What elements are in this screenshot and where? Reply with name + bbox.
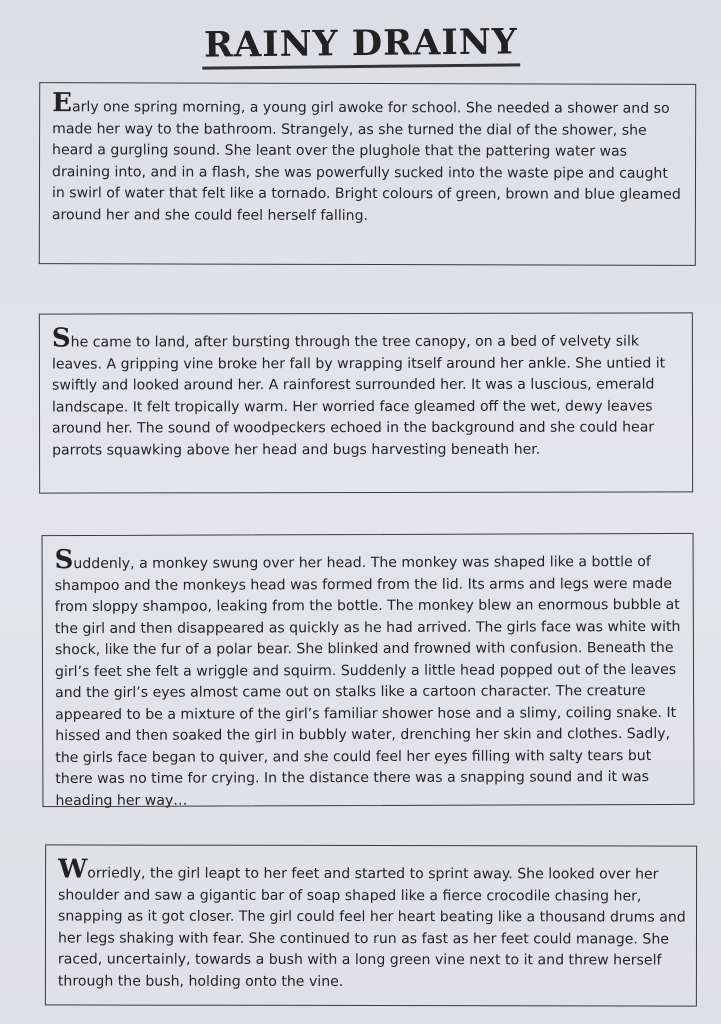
paragraph-text-4: orriedly, the girl leapt to her feet and started to sprint away. She looked over her shoulder and saw a gigantic bar of soap shaped like a fierce crocodile chasing her, snapping as it got closer. The girl could feel her heart beating like a thousand drums and her legs shaking with fear. She continued to run as fast as her feet could manage. She raced, uncertainly, towards a bush with a long green vine next to it and threw herself through the bush, holding onto the vine. [57, 865, 686, 990]
story-paragraph-1 [51, 88, 685, 228]
paragraph-text-1: arly one spring morning, a young girl awoke for school. She needed a shower and so made her way to the bathroom. Strangely, as she turned the dial of the shower, she heard a gurgling sound. She leant over the plughole that the pattering water was draining into, and in a flash, she was powerfully sucked into the waste pipe and caught in swirl of water that felt like a tornado. Bright colours of green, brown and blue gleamed around her and she could feel herself falling. [51, 99, 681, 224]
page-title-text: RAINY DRAINY [201, 22, 519, 69]
story-paragraph-2 [51, 323, 682, 461]
story-box-3 [42, 533, 695, 807]
paragraph-text-2: he came to land, after bursting through the tree canopy, on a bed of velvety silk leaves. A gripping vine broke her fall by wrapping itself around her ankle. She untied it swiftly and looked around her. A rainforest surrounded her. It was a luscious, emerald landscape. It felt tropically warm. Her worried face gleamed off the wet, dewy leaves around her. The sound of woodpeckers echoed in the background and she could hear parrots squawking above her head and bugs harvesting beneath her. [51, 333, 666, 459]
drop-cap-2: S [51, 323, 71, 354]
paragraph-text-3: uddenly, a monkey swung over her head. The monkey was shaped like a bottle of shampoo and the monkeys head was formed from the lid. Its arms and legs were made from sloppy shampoo, leaking from the bottle. The monkey blew an enormous bubble at the girl and then disappeared as quickly as he had arrived. The girls face was white with shock, like the fur of a polar bear. She blinked and frowned with confusion. Beneath the girl’s feet she felt a wriggle and squirm. Suddenly a little head popped out of the leaves and the girl’s eyes almost came out on stalks like a cartoon character. The creature appeared to be a mixture of the girl’s familiar shower hose and a slimy, coiling snake. It hissed and then soaked the girl in bubbly water, drenching her skin and clothes. Sadly, the girls face began to quiver, and she could feel her eyes filling with salty tears but there was no time for crying. In the distance there was a snapping sound and it was heading her way… [54, 554, 681, 809]
story-paragraph-4 [57, 854, 686, 993]
story-box-4 [45, 844, 697, 1006]
story-paragraph-3 [54, 545, 684, 812]
story-box-2 [39, 312, 693, 493]
story-box-1 [39, 82, 696, 266]
drop-cap-1: E [52, 88, 73, 119]
page-title [0, 21, 721, 68]
drop-cap-4: W [58, 854, 88, 885]
drop-cap-3: S [54, 545, 74, 576]
